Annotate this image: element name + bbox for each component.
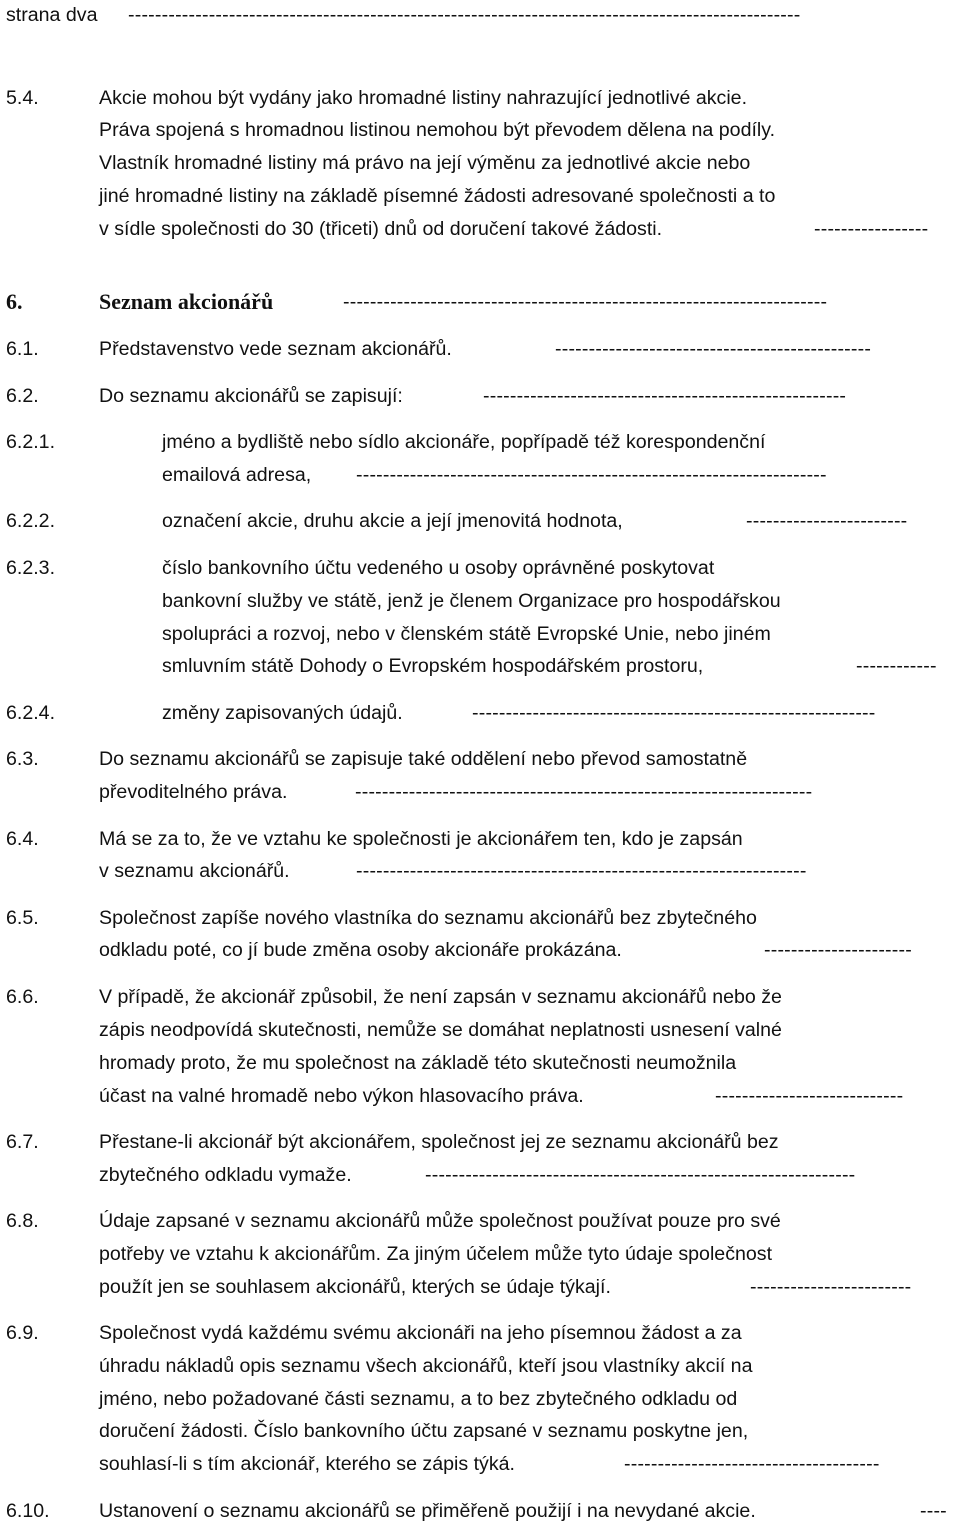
clause-number: 6.6. [6,986,39,1008]
clause-text-line: doručení žádosti. Číslo bankovního účtu zapsané v seznamu poskytne jen, [99,1420,749,1442]
clause-dashes: ------------------------------------------------------------------- [356,860,807,882]
clause-text-line: úhradu nákladů opis seznamu všech akcionářů, kteří jsou vlastníky akcií na [99,1355,753,1377]
clause-text-line: účast na valné hromadě nebo výkon hlasovacího práva. [99,1085,584,1107]
clause-text-line: jméno a bydliště nebo sídlo akcionáře, popřípadě též korespondenční [162,431,766,453]
clause-text-line: bankovní služby ve státě, jenž je členem Organizace pro hospodářskou [162,590,781,612]
clause-text-line: Ustanovení o seznamu akcionářů se přiměřeně použijí i na nevydané akcie. [99,1500,756,1522]
clause-text-line: Vlastník hromadné listiny má právo na její výměnu za jednotlivé akcie nebo [99,152,751,174]
clause-text-line: souhlasí-li s tím akcionář, kterého se zápis týká. [99,1453,515,1475]
clause-number: 6.4. [6,828,39,850]
clause-dashes: ---------------------------------------------------------------------- [356,464,827,486]
clause-text-line: spolupráci a rozvoj, nebo v členském státě Evropské Unie, nebo jiném [162,623,771,645]
clause-dashes: ---- [920,1500,947,1522]
clause-number: 6.2. [6,385,39,407]
clause-dashes: ------------ [856,655,937,677]
clause-dashes: ----------------------------------------------- [555,338,872,360]
clause-dashes: ---------------------------------------------------------------- [425,1164,856,1186]
clause-number: 6.9. [6,1322,39,1344]
clause-text-line: použít jen se souhlasem akcionářů, kterých se údaje týkají. [99,1276,611,1298]
clause-text-line: v seznamu akcionářů. [99,860,290,882]
clause-text-line: Do seznamu akcionářů se zapisuje také oddělení nebo převod samostatně [99,748,748,770]
clause-text-line: Údaje zapsané v seznamu akcionářů může společnost používat pouze pro své [99,1210,781,1232]
clause-text-line: změny zapisovaných údajů. [162,702,403,724]
clause-number: 6.2.4. [6,702,56,724]
clause-number: 6.2.2. [6,510,56,532]
section-number: 6. [6,289,23,314]
clause-text-line: hromady proto, že mu společnost na základě této skutečnosti neumožnila [99,1052,737,1074]
clause-text-line: číslo bankovního účtu vedeného u osoby oprávněné poskytovat [162,557,715,579]
clause-number: 6.3. [6,748,39,770]
clause-text-line: smluvním státě Dohody o Evropském hospodářském prostoru, [162,655,704,677]
page-header-label: strana dva [6,4,98,26]
clause-dashes: -------------------------------------- [624,1453,880,1475]
clause-dashes: ---------------------- [764,939,912,961]
clause-number: 6.1. [6,338,39,360]
clause-text-line: Společnost zapíše nového vlastníka do seznamu akcionářů bez zbytečného [99,907,757,929]
clause-number: 5.4. [6,87,39,109]
clause-number: 6.2.1. [6,431,56,453]
clause-number: 6.2.3. [6,557,56,579]
section-title-dashes: ------------------------------------------------------------------------ [343,291,828,313]
clause-text-line: odkladu poté, co jí bude změna osoby akcionáře prokázána. [99,939,622,961]
clause-text-line: V případě, že akcionář způsobil, že není zapsán v seznamu akcionářů nebo že [99,986,782,1008]
clause-number: 6.5. [6,907,39,929]
clause-dashes: ---------------------------- [715,1085,904,1107]
clause-text-line: převoditelného práva. [99,781,288,803]
clause-text-line: Práva spojená s hromadnou listinou nemohou být převodem dělena na podíly. [99,119,776,141]
clause-number: 6.8. [6,1210,39,1232]
clause-text-line: Akcie mohou být vydány jako hromadné listiny nahrazující jednotlivé akcie. [99,87,748,109]
clause-dashes: ------------------------------------------------------ [483,385,847,407]
section-title: Seznam akcionářů [99,289,274,314]
clause-text-line: jiné hromadné listiny na základě písemné žádosti adresované společnosti a to [99,185,776,207]
clause-dashes: ------------------------ [746,510,908,532]
clause-text-line: Má se za to, že ve vztahu ke společnosti je akcionářem ten, kdo je zapsán [99,828,743,850]
clause-text-line: jméno, nebo požadované části seznamu, a to bez zbytečného odkladu od [99,1388,738,1410]
clause-text-line: zbytečného odkladu vymaže. [99,1164,352,1186]
clause-dashes: ------------------------------------------------------------ [472,702,876,724]
clause-text-line: Do seznamu akcionářů se zapisují: [99,385,403,407]
clause-text-line: označení akcie, druhu akcie a její jmenovitá hodnota, [162,510,623,532]
clause-number: 6.10. [6,1500,50,1522]
clause-dashes: ------------------------ [750,1276,912,1298]
clause-text-line: zápis neodpovídá skutečnosti, nemůže se domáhat neplatnosti usnesení valné [99,1019,782,1041]
clause-text-line: Představenstvo vede seznam akcionářů. [99,338,452,360]
clause-number: 6.7. [6,1131,39,1153]
clause-text-line: Přestane-li akcionář být akcionářem, společnost jej ze seznamu akcionářů bez [99,1131,779,1153]
clause-dashes: ----------------- [814,218,929,240]
page-header-dashes: ---------------------------------------------------------------------------------------------------- [128,4,801,26]
clause-text-line: v sídle společnosti do 30 (třiceti) dnů od doručení takové žádosti. [99,218,663,240]
clause-text-line: Společnost vydá každému svému akcionáři na jeho písemnou žádost a za [99,1322,742,1344]
clause-dashes: -------------------------------------------------------------------- [355,781,813,803]
clause-text-line: potřeby ve vztahu k akcionářům. Za jiným účelem může tyto údaje společnost [99,1243,773,1265]
clause-text-line: emailová adresa, [162,464,312,486]
